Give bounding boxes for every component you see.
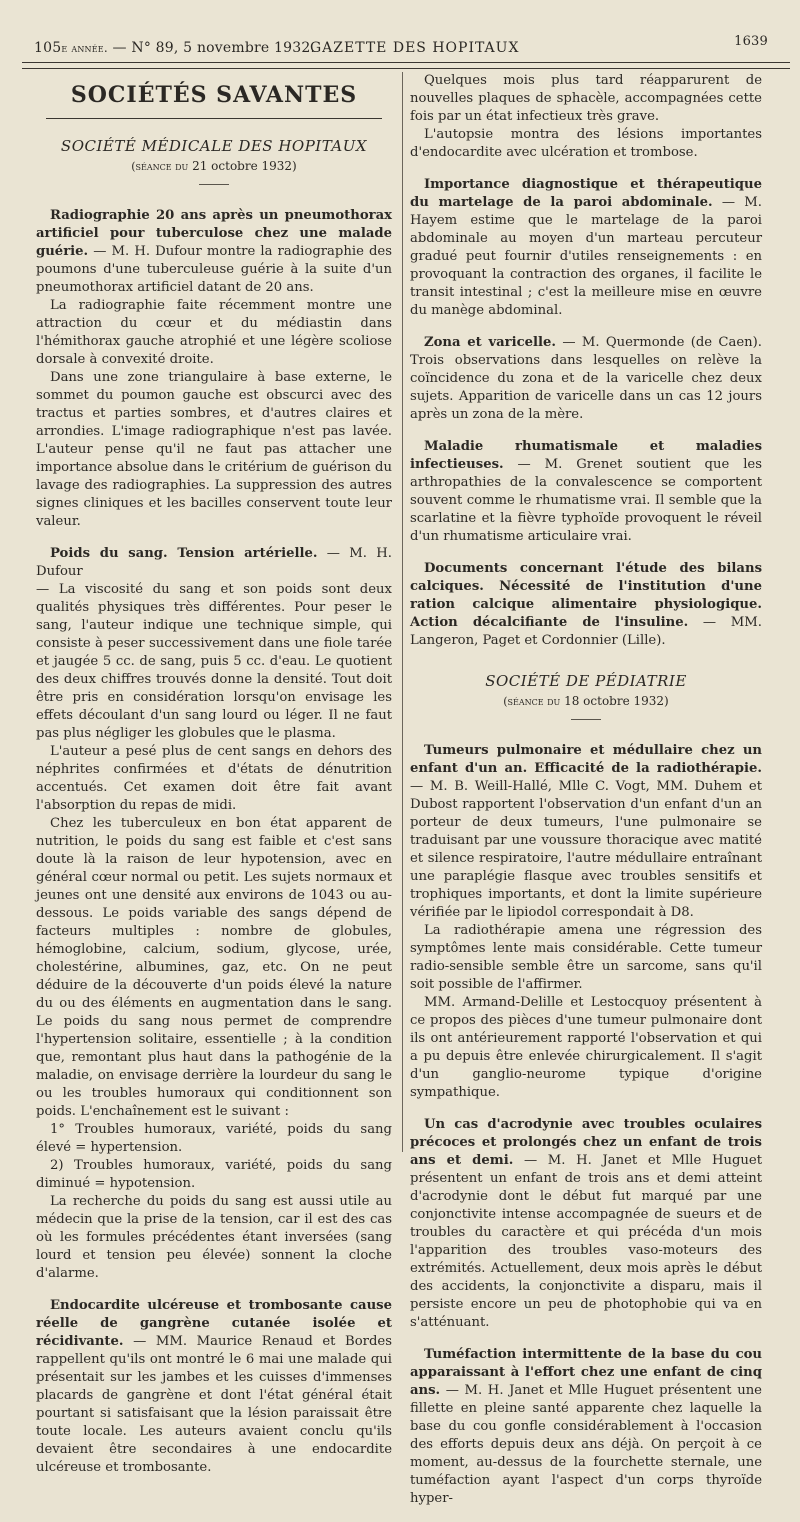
entry-bilans-calciques — [410, 560, 762, 650]
entry-title: Endocardite ulcéreuse et trombosante cause réelle de gangrène cutanée isolée et récidivante. — [36, 1298, 392, 1349]
entry-radiographie — [36, 207, 392, 531]
entry-text: Trois observations dans lesquelles on relève la coïncidence du zona et de la varicelle chez deux sujets. Apparition de varicelle dans un cas 12 jours après un zona de la mère. — [410, 353, 762, 422]
entry-authors: — M. H. Dufour — [88, 244, 202, 259]
continued-paragraph: Quelques mois plus tard réapparurent de nouvelles plaques de sphacèle, accompagnées cette fois par un état infectieux très grave. — [410, 73, 762, 124]
entry-authors: — M. H. Janet et Mlle Huguet — [513, 1153, 762, 1168]
entry-authors: — MM. Maurice Renaud et Bordes — [123, 1334, 392, 1349]
entry-paragraph: 1° Troubles humoraux, variété, poids du sang élevé = hypertension. — [36, 1122, 392, 1155]
section-title: SOCIÉTÉS SAVANTES — [70, 82, 358, 108]
entry-text: estime que le martelage de la paroi abdominale au moyen d'un marteau percuteur gradué peut fournir d'utiles renseignements : en provoquant la contraction des organes, il facilite le transit intestinal ; c'est la meilleure mise en œuvre du manège abdominal. — [410, 213, 762, 318]
left-column — [36, 72, 392, 1491]
entry-rhumatismale — [410, 438, 762, 546]
entry-text: montre la radiographie des poumons d'une tuberculeuse guérie à la suite d'un pneumothorax artificiel datant de 20 ans. — [36, 244, 392, 295]
entry-zona — [410, 334, 762, 424]
seance-date-pediatrie: (séance du 18 octobre 1932) — [503, 694, 669, 708]
entry-title: Un cas d'acrodynie avec troubles oculaires précoces et prolongés chez un enfant de trois ans et demi. — [410, 1117, 762, 1168]
entry-paragraph: La radiothérapie amena une régression des symptômes lente mais considérable. Cette tumeur radio-sensible semble être un sarcome, sans qu'il soit possible de l'affirmer. — [410, 923, 762, 992]
entry-text: soutient que les arthropathies de la convalescence se comportent souvent comme le rhumatisme vrai. Il semble que la scarlatine et la fièvre typhoïde provoquent le réveil d'un rhumatisme articulaire vrai. — [410, 457, 762, 544]
entry-paragraph: La recherche du poids du sang est aussi utile au médecin que la prise de la tension, car il est des cas où les formules précédentes étant inversées (sang lourd et tension peu élevée) sonnent la cloche d'alarme. — [36, 1194, 392, 1281]
seance-date-medicale: (séance du 21 octobre 1932) — [131, 159, 297, 173]
entry-title: Maladie rhumatismale et maladies infectieuses. — [410, 439, 762, 472]
header-issue: 105e année. — N° 89, 5 novembre 1932. — [34, 40, 316, 56]
entry-paragraph: La radiographie faite récemment montre une attraction du cœur et du médiastin dans l'hémithorax gauche atrophié et une légère scoliose dorsale à convexité droite. — [36, 298, 392, 367]
entry-title: Zona et varicelle. — [424, 335, 557, 350]
entry-title: Tuméfaction intermittente de la base du cou apparaissant à l'effort chez une enfant de cinq ans. — [410, 1347, 762, 1398]
entry-authors: — M. Quermonde (de Caen). — [556, 335, 762, 350]
entry-title: Radiographie 20 ans après un pneumothorax artificiel pour tuberculose chez une malade guérie. — [36, 208, 392, 259]
entry-authors: — M. B. Weill-Hallé, Mlle C. Vogt, MM. Duhem et Dubost — [410, 779, 762, 812]
section-title-rule — [46, 118, 382, 119]
column-divider — [402, 72, 403, 1152]
entry-paragraph: — La viscosité du sang et son poids sont deux qualités physiques très différentes. Pour peser le sang, l'auteur indique une technique simple, qui consiste à peser successivement dans une fiole tarée et jaugée 5 cc. de sang, puis 5 cc. d'eau. Le quotient des deux chiffres trouvés donne la densité. Tout doit être pris en considération lorsqu'on envisage les effets découlant d'un sang lourd ou léger. Il ne faut pas plus négliger les globules que le plasma. — [36, 582, 392, 741]
entry-paragraph: L'auteur a pesé plus de cent sangs en dehors des néphrites confirmées et d'états de dénutrition accentués. Cet examen doit être fait avant l'absorption du repas de midi. — [36, 744, 392, 813]
entry-endocardite — [36, 1297, 392, 1477]
entry-text: présentent une fillette en pleine santé apparente chez laquelle la base du cou gonfle considérablement à l'occasion des efforts depuis deux ans déjà. On perçoit à ce moment, au-dessus de la fourchette sternale, une tuméfaction ayant l'aspect d'un corps thyroïde hyper- — [410, 1383, 762, 1506]
entry-authors: — M. Hayem — [410, 195, 762, 228]
entry-title: Poids du sang. Tension artérielle. — [50, 546, 318, 561]
entry-title: Tumeurs pulmonaire et médullaire chez un enfant d'un an. Efficacité de la radiothérapie. — [410, 743, 762, 776]
entry-paragraph: MM. Armand-Delille et Lestocquoy présentent à ce propos des pièces d'une tumeur pulmonaire dont ils ont antérieurement rapporté l'observation et qui a pu depuis être enlevée chirurgicalement. Il s'agit d'un ganglio-neurome typique d'origine sympathique. — [410, 995, 762, 1100]
entry-text: rappellent qu'ils ont montré le 6 mai une malade qui présentait sur les jambes et les cuisses d'immenses placards de gangrène et dont l'état général était pourtant si satisfaisant que la lésion paraissait être toute locale. Les auteurs avaient conclu qu'ils devaient être secondaires à une endocardite ulcéreuse et trombosante. — [36, 1352, 392, 1475]
entry-authors: — MM. Langeron, Paget et Cordonnier (Lille). — [410, 615, 762, 648]
header-page-number: 1639 — [734, 34, 768, 49]
running-header — [20, 34, 770, 58]
entry-paragraph: Dans une zone triangulaire à base externe, le sommet du poumon gauche est obscurci avec des tractus et parties sombres, et d'autres claires et arrondies. L'image radiographique n'est pas lavée. L'auteur pense qu'il ne faut pas attacher une importance absolue dans le critérium de guérison du lavage des radiographies. La suppression des autres signes cliniques et les bacilles conservent toute leur valeur. — [36, 370, 392, 529]
entry-title: Documents concernant l'étude des bilans calciques. Nécessité de l'institution d'une ration calcique alimentaire physiologique. Action décalcifiante de l'insuline. — [410, 561, 762, 630]
short-rule — [571, 719, 601, 720]
continued-paragraph: L'autopsie montra des lésions importantes d'endocardite avec ulcération et trombose. — [410, 127, 762, 160]
society-name-medicale: SOCIÉTÉ MÉDICALE DES HOPITAUX — [60, 137, 368, 155]
entry-title: Importance diagnostique et thérapeutique du martelage de la paroi abdominale. — [410, 177, 762, 210]
short-rule — [199, 184, 229, 185]
right-column — [410, 72, 762, 1522]
entry-tumeurs — [410, 742, 762, 1102]
header-journal: GAZETTE DES HOPITAUX — [310, 40, 520, 56]
entry-paragraph: Chez les tuberculeux en bon état apparent de nutrition, le poids du sang est faible et c'est sans doute là la raison de leur hypotension, avec en général cœur normal ou petit. Les sujets normaux et jeunes ont une densité aux environs de 1043 ou au-dessous. Le poids variable des sangs dépend de facteurs multiples : nombre de globules, hémoglobine, calcium, sodium, glycose, urée, cholestérine, albumines, gaz, etc. On ne peut déduire de la découverte d'un poids élevé la nature du ou des éléments en augmentation dans le sang. Le poids du sang nous permet de comprendre l'hypertension solitaire, essentielle ; à la condition que, remontant plus haut dans la pathogénie de la maladie, on envisage derrière la lourdeur du sang le ou les troubles humoraux qui conditionnent son poids. L'enchaînement est le suivant : — [36, 816, 392, 1119]
header-rule — [22, 62, 790, 69]
entry-authors: — M. Grenet — [503, 457, 623, 472]
entry-poids-du-sang — [36, 545, 392, 1283]
entry-text: rapportent l'observation d'un enfant d'un an porteur de deux tumeurs, l'une pulmonaire se traduisant par une voussure thoracique avec matité et silence respiratoire, l'autre médullaire entraînant une paraplégie flasque avec troubles sensitifs et trophiques importants, et dont la limite supérieure vérifiée par le lipiodol correspondait à D8. — [410, 797, 762, 920]
entry-authors: — M. H. Dufour — [36, 546, 392, 579]
entry-acrodynie — [410, 1116, 762, 1332]
entry-tumefaction — [410, 1346, 762, 1508]
entry-authors: — M. H. Janet et Mlle Huguet — [440, 1383, 654, 1398]
entry-paragraph: 2) Troubles humoraux, variété, poids du sang diminué = hypotension. — [36, 1158, 392, 1191]
society-name-pediatrie: SOCIÉTÉ DE PÉDIATRIE — [485, 672, 687, 690]
entry-martelage — [410, 176, 762, 320]
entry-text: présentent un enfant de trois ans et demi atteint d'acrodynie dont le début fut marqué par une conjonctivite intense accompagnée de sueurs et de troubles du caractère et qui précéda d'un mois l'apparition des troubles vaso-moteurs des extrémités. Actuellement, deux mois après le début des accidents, la conjonctivite a disparu, mais il persiste encore un peu de photophobie qui va en s'atténuant. — [410, 1171, 762, 1330]
